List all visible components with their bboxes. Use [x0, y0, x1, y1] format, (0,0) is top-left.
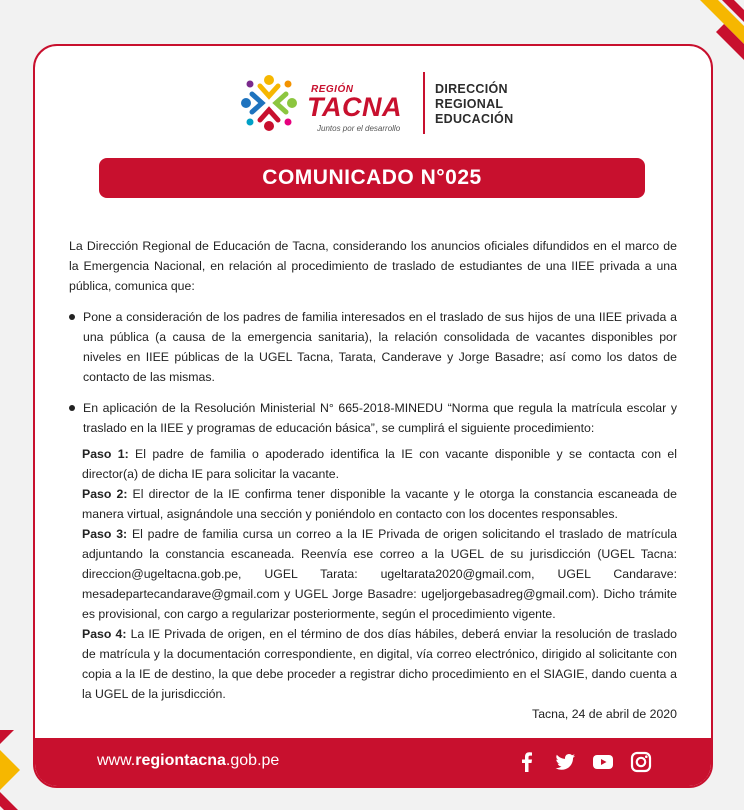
website-link[interactable] — [97, 752, 279, 770]
logo-region-label: REGIÓN — [311, 84, 354, 95]
youtube-icon[interactable] — [591, 750, 615, 774]
step-paragraph — [82, 624, 677, 704]
bullet-text: Pone a consideración de los padres de familia interesados en el traslado de sus hijos de una IIEE privada a una pública (a causa de la emergencia sanitaria), la relación consolidada de vacantes disponibles por niveles en IIEE públicas de la UGEL Tacna, Tarata, Canderave y Jorge Basadre; así como los datos de contacto de las mismas. — [83, 310, 677, 384]
intro-paragraph: La Dirección Regional de Educación de Tacna, considerando los anuncios oficiales difundidos en el marco de la Emergencia Nacional, en relación al procedimiento de traslado de estudiantes de una IIEE privada a una pública, comunica que: — [69, 239, 677, 293]
step-text: La IE Privada de origen, en el término de dos días hábiles, deberá enviar la resolución de traslado de matrícula y la documentación correspondiente, en digital, vía correo electrónico, dirigido al solicitante con copia a la IE de destino, la que debe proceder a registrar dicho procedimiento en el SIAGIE, dando cuenta a la UGEL de la jurisdicción. — [82, 627, 677, 701]
step-text: El director de la IE confirma tener disponible la vacante y le otorga la constancia escaneada de manera virtual, asignándole una sección y poniéndolo en contacto con los docentes responsables. — [82, 487, 677, 521]
bullet-icon — [69, 314, 75, 320]
list-item — [69, 307, 677, 387]
organization-line: DIRECCIÓN — [435, 82, 508, 96]
logo-name: TACNA — [307, 92, 402, 122]
organization-line: EDUCACIÓN — [435, 112, 514, 126]
step-text: El padre de familia o apoderado identifica la IE con vacante disponible y se contacta con el director(a) de dicha IE para solicitar la vacante. — [82, 447, 677, 481]
logo-divider — [423, 72, 425, 134]
twitter-icon[interactable] — [553, 750, 577, 774]
logo-tagline: Juntos por el desarrollo — [317, 124, 401, 133]
step-text: El padre de familia cursa un correo a la IE Privada de origen solicitando el traslado de matrícula adjuntando la constancia escaneada. Reenvía ese correo a la UGEL de su jurisdicción (UGEL Tacna: direccion@ugeltacna.gob.pe, UGEL Tarata: ugeltarata2020@gmail.com, UGEL Candarave: mesadepartecandarave@gmail.com y UGEL Jorge Basadre: ugeljorgebasadreg@gmail.com). Dicho trámite es provisional, con cargo a regularizar posteriormente, según el procedimiento vigente. — [82, 527, 678, 621]
footer-bar — [35, 738, 711, 786]
list-item — [69, 398, 677, 438]
step-label: Paso 3: — [82, 527, 128, 541]
step-paragraph — [82, 524, 677, 624]
social-links — [515, 750, 653, 774]
bullet-icon — [69, 405, 75, 411]
website-prefix: www. — [97, 752, 136, 769]
communique-body — [69, 236, 677, 724]
communique-card — [33, 44, 713, 788]
organization-line: REGIONAL — [435, 97, 504, 111]
step-paragraph — [82, 484, 677, 524]
step-label: Paso 1: — [82, 447, 129, 461]
instagram-icon[interactable] — [629, 750, 653, 774]
date-line: Tacna, 24 de abril de 2020 — [532, 707, 677, 721]
step-paragraph — [82, 444, 677, 484]
procedure-steps — [69, 444, 677, 704]
header — [35, 46, 711, 156]
website-suffix: .gob.pe — [225, 752, 280, 769]
bullet-text: En aplicación de la Resolución Ministerial N° 665-2018-MINEDU “Norma que regula la matrícula escolar y traslado en la IIEE y programas de educación básica”, se cumplirá el siguiente procedimiento: — [83, 401, 677, 435]
organization-name — [435, 82, 513, 127]
step-label: Paso 2: — [82, 487, 128, 501]
step-label: Paso 4: — [82, 627, 127, 641]
facebook-icon[interactable] — [515, 750, 539, 774]
region-tacna-logo-icon — [238, 72, 300, 134]
communique-title-banner: COMUNICADO N°025 — [99, 158, 645, 198]
website-domain: regiontacna — [135, 752, 226, 769]
